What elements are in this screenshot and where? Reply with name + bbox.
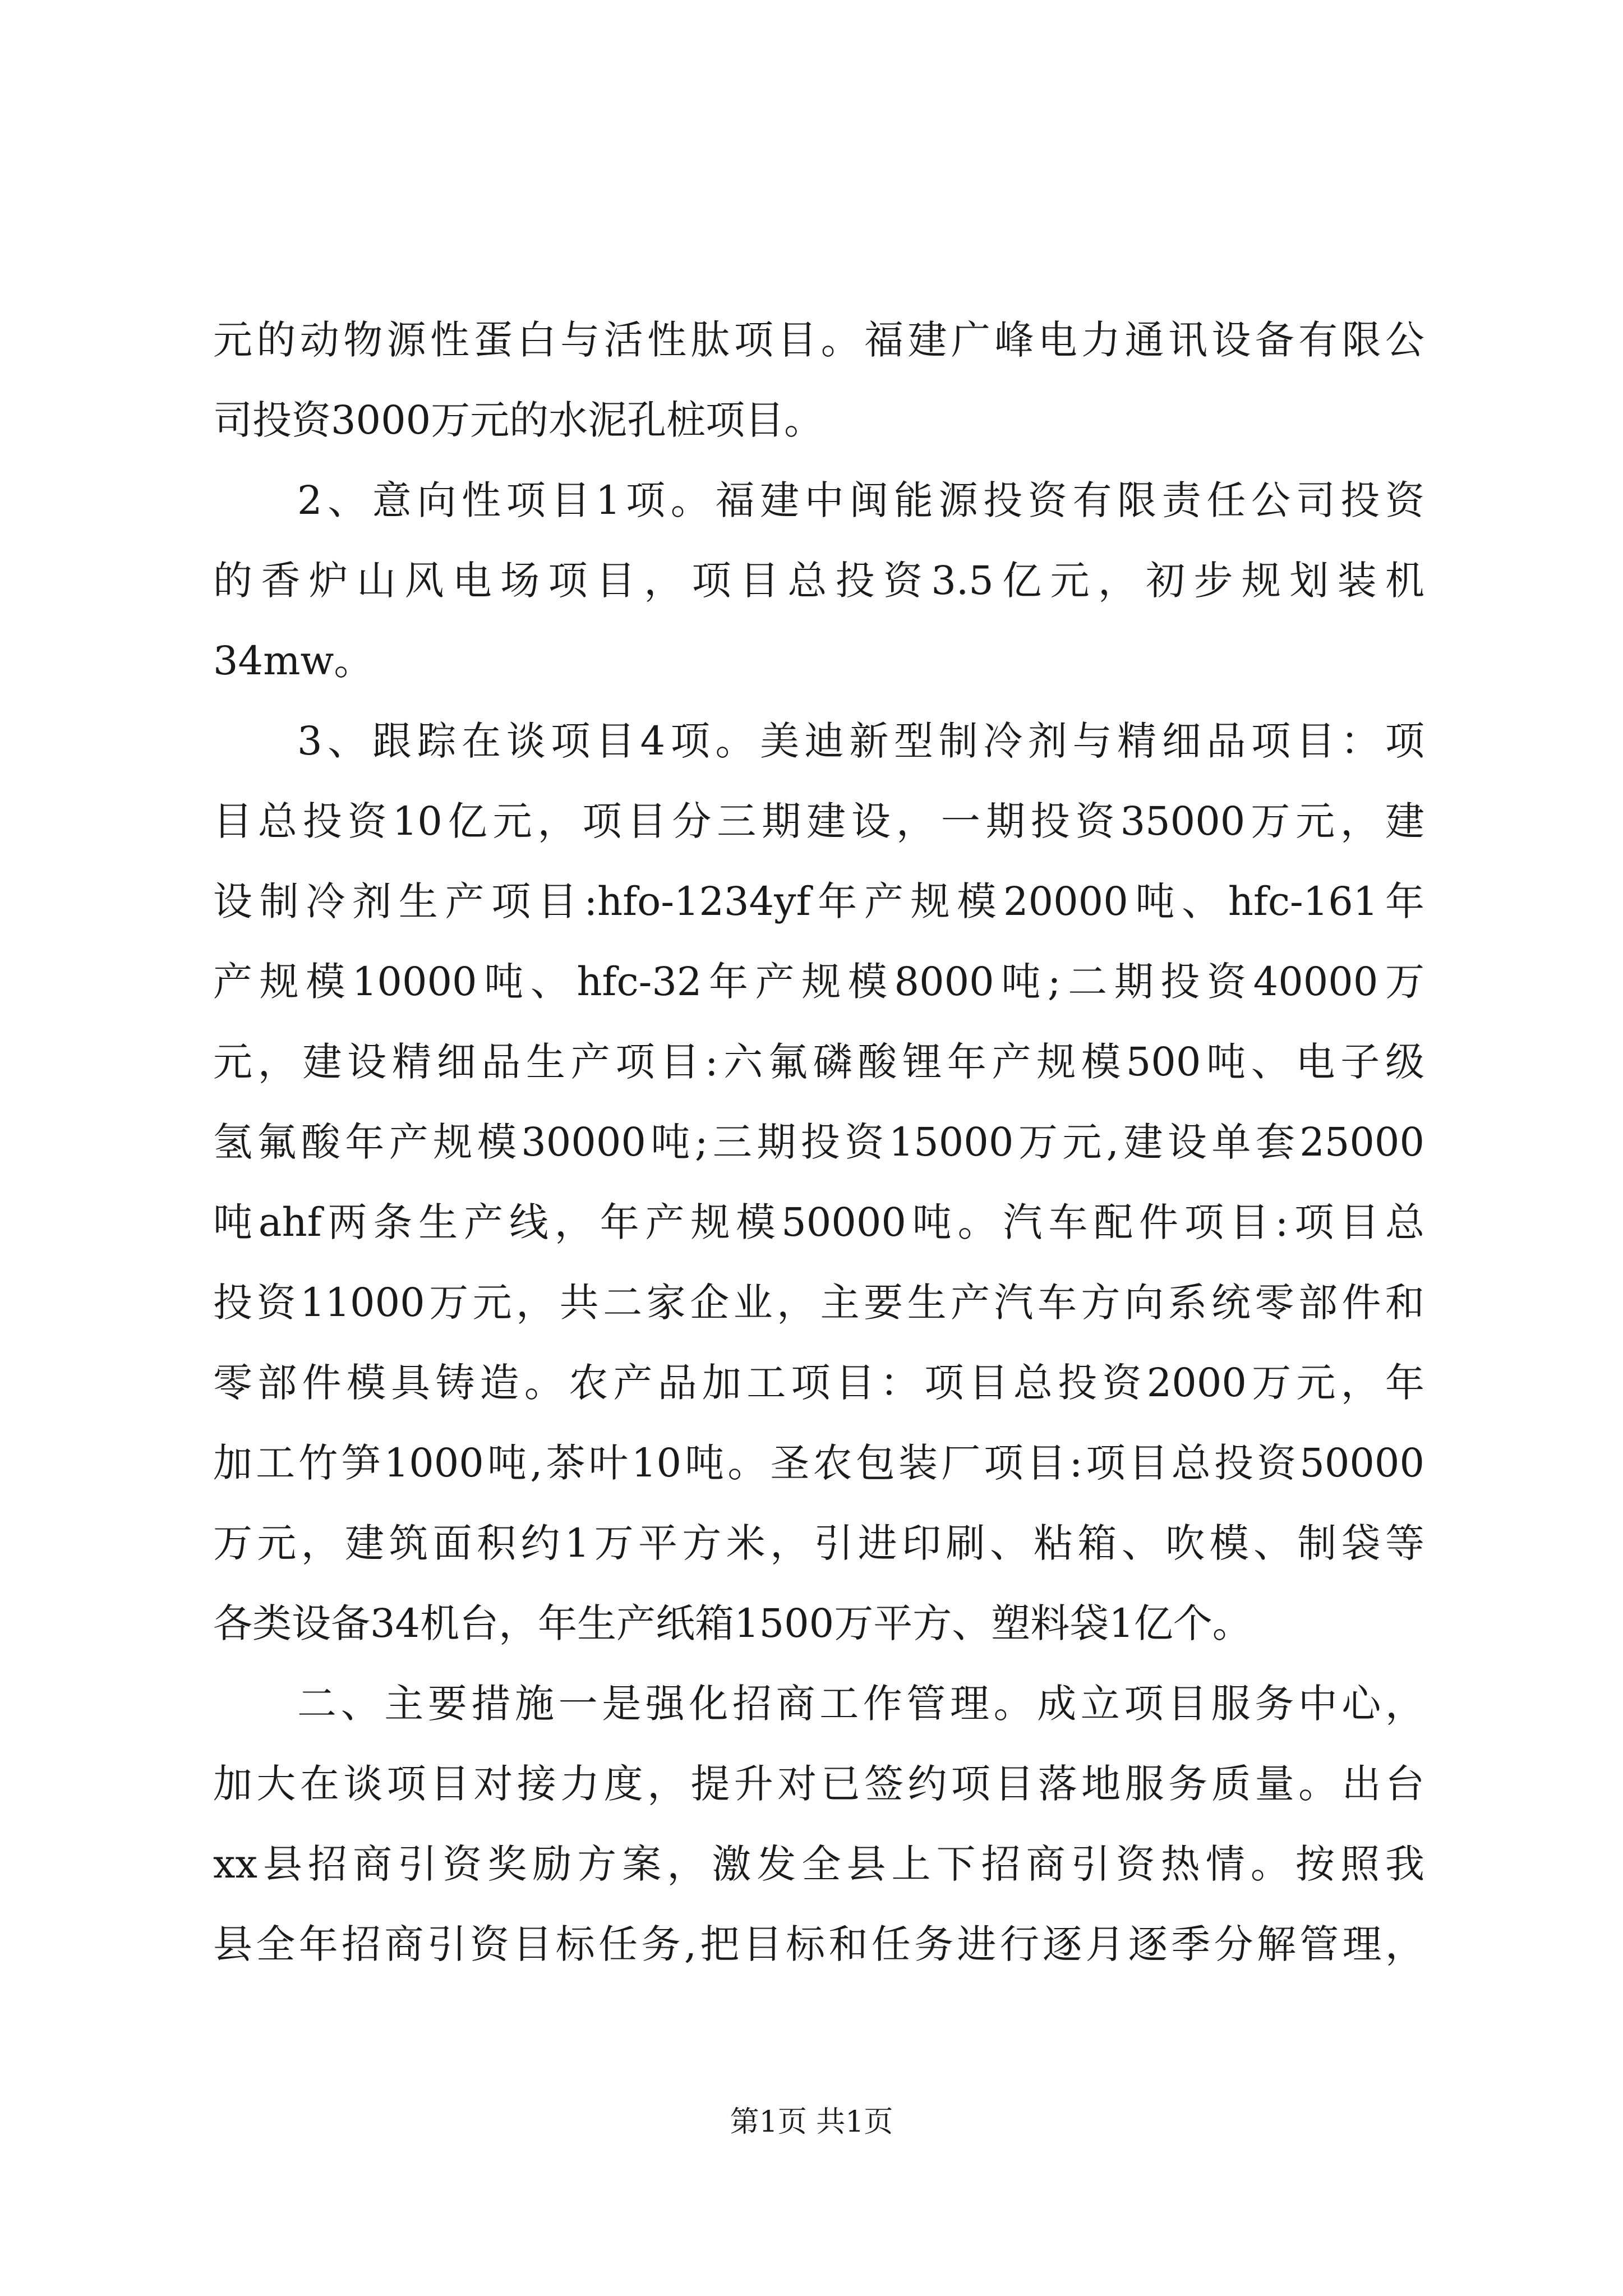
text-line: 34mw。 [213, 638, 374, 684]
text-line: 氢氟酸年产规模30000吨;三期投资15000万元,建设单套25000 [213, 1119, 1424, 1165]
text-line: 3、跟踪在谈项目4项。美迪新型制冷剂与精细品项目：项 [297, 718, 1424, 764]
text-line: 元，建设精细品生产项目:六氟磷酸锂年产规模500吨、电子级 [213, 1039, 1424, 1085]
text-line: 目总投资10亿元，项目分三期建设，一期投资35000万元，建 [213, 798, 1424, 844]
text-line: 万元，建筑面积约1万平方米，引进印刷、粘箱、吹模、制袋等 [213, 1520, 1424, 1566]
text-line: 的香炉山风电场项目，项目总投资3.5亿元，初步规划装机 [213, 558, 1424, 604]
text-line: 2、意向性项目1项。福建中闽能源投资有限责任公司投资 [297, 477, 1424, 523]
text-line: 司投资3000万元的水泥孔桩项目。 [213, 397, 824, 443]
text-line: 设制冷剂生产项目:hfo-1234yf年产规模20000吨、hfc-161年 [213, 878, 1424, 924]
text-line: 零部件模具铸造。农产品加工项目：项目总投资2000万元，年 [213, 1360, 1424, 1406]
text-line: 吨ahf两条生产线，年产规模50000吨。汽车配件项目:项目总 [213, 1199, 1424, 1245]
page-number-footer: 第1页 共1页 [730, 2105, 893, 2139]
text-line: xx县招商引资奖励方案，激发全县上下招商引资热情。按照我 [213, 1841, 1424, 1887]
text-line: 县全年招商引资目标任务,把目标和任务进行逐月逐季分解管理， [213, 1921, 1424, 1967]
text-line: 二、主要措施一是强化招商工作管理。成立项目服务中心， [297, 1681, 1424, 1727]
text-line: 产规模10000吨、hfc-32年产规模8000吨;二期投资40000万 [213, 959, 1424, 1005]
text-line: 加大在谈项目对接力度，提升对已签约项目落地服务质量。出台 [213, 1761, 1424, 1807]
document-body [213, 300, 1424, 1985]
text-line: 各类设备34机台，年生产纸箱1500万平方、塑料袋1亿个。 [213, 1600, 1252, 1646]
text-line: 加工竹笋1000吨,茶叶10吨。圣农包装厂项目:项目总投资50000 [213, 1440, 1424, 1486]
text-line: 元的动物源性蛋白与活性肽项目。福建广峰电力通讯设备有限公 [213, 317, 1424, 363]
text-line: 投资11000万元，共二家企业，主要生产汽车方向系统零部件和 [213, 1280, 1424, 1326]
